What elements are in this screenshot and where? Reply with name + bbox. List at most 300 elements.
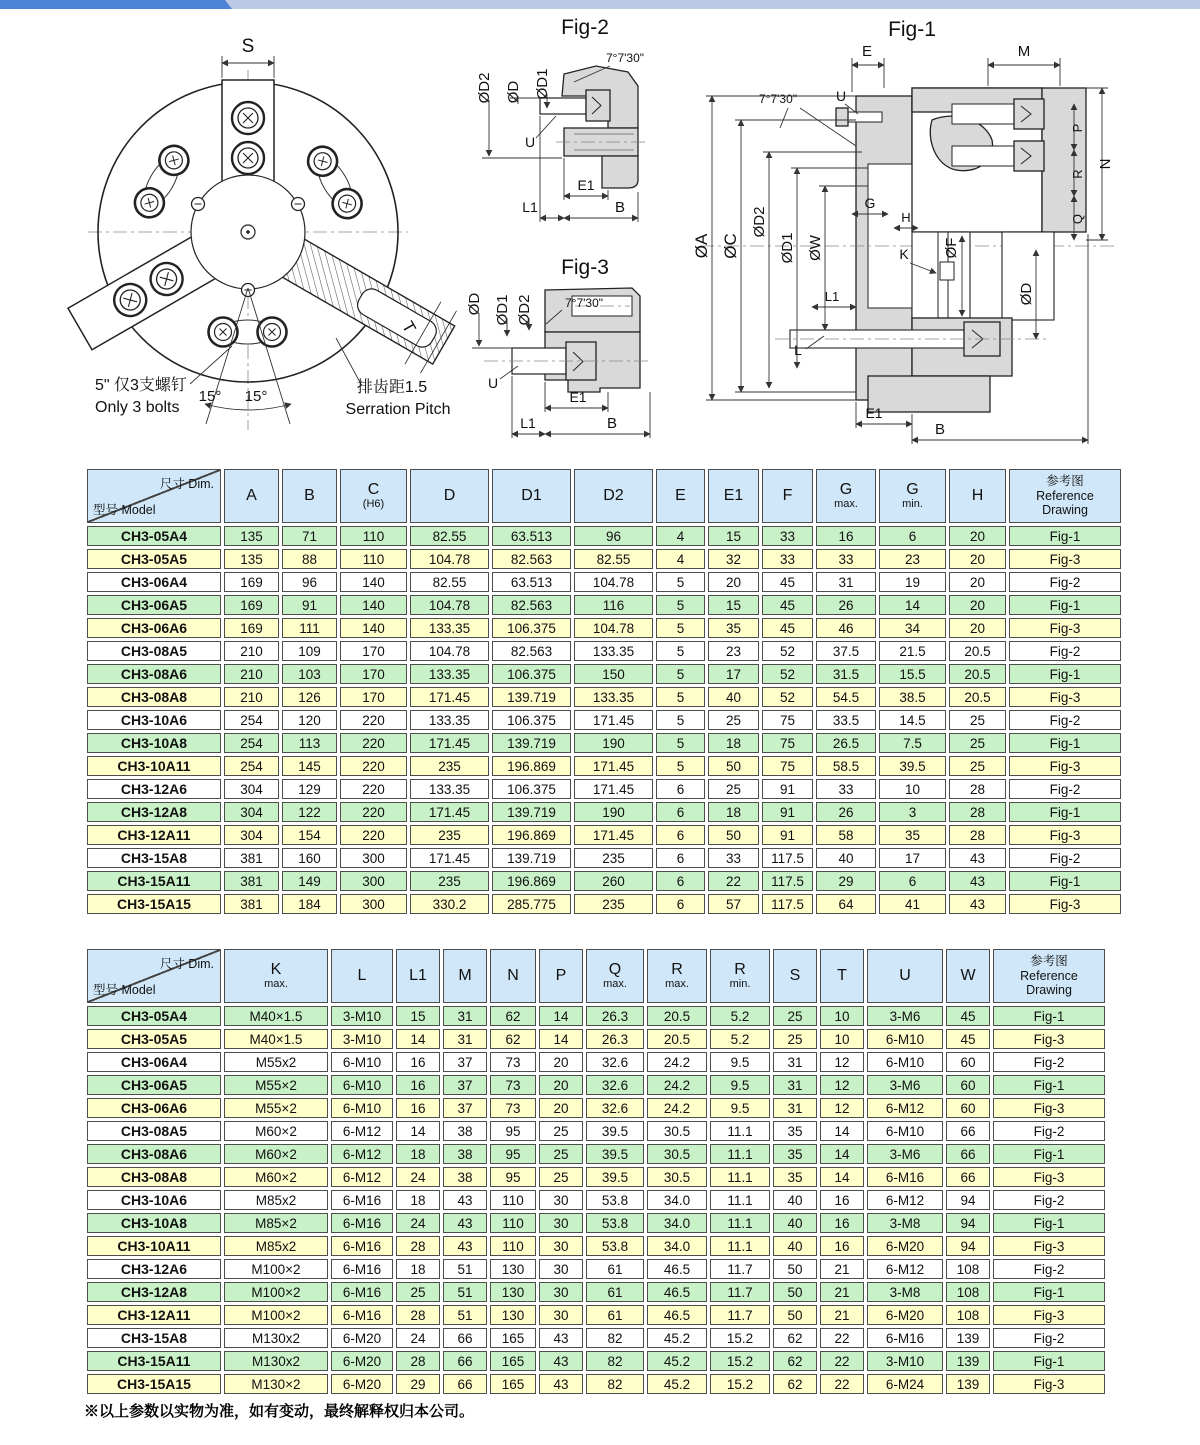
value-cell: 19 — [879, 572, 946, 592]
value-cell: 20 — [708, 572, 759, 592]
value-cell: 34.0 — [647, 1236, 707, 1256]
fig3-d-label: ØD — [466, 292, 483, 316]
value-cell: 38 — [443, 1167, 487, 1187]
value-cell: 50 — [773, 1259, 817, 1279]
value-cell: 160 — [282, 848, 337, 868]
value-cell: 130 — [490, 1305, 536, 1325]
value-cell: 31 — [773, 1075, 817, 1095]
value-cell: 11.1 — [710, 1190, 770, 1210]
value-cell: 6-M12 — [331, 1144, 393, 1164]
column-header-main: T — [837, 966, 847, 984]
value-cell: 6-M24 — [867, 1374, 943, 1394]
model-cell: CH3-15A11 — [87, 1351, 221, 1371]
value-cell: 9.5 — [710, 1075, 770, 1095]
value-cell: 37.5 — [816, 641, 876, 661]
model-cell: CH3-06A4 — [87, 572, 221, 592]
value-cell: 40 — [816, 848, 876, 868]
value-cell: 22 — [708, 871, 759, 891]
value-cell: 35 — [773, 1167, 817, 1187]
value-cell: 40 — [708, 687, 759, 707]
column-header-cell — [410, 469, 489, 523]
value-cell: 46.5 — [647, 1305, 707, 1325]
fig2-l1-label: L1 — [522, 199, 538, 215]
value-cell: 43 — [539, 1374, 583, 1394]
value-cell: 139 — [946, 1351, 990, 1371]
table-row — [87, 1259, 1105, 1279]
value-cell: 33.5 — [816, 710, 876, 730]
value-cell: 260 — [574, 871, 653, 891]
reference-fig-cell: Fig-2 — [993, 1121, 1105, 1141]
fig2-b-label: B — [614, 199, 626, 216]
column-header-main: N — [507, 966, 519, 984]
value-cell: 154 — [282, 825, 337, 845]
value-cell: 30.5 — [647, 1121, 707, 1141]
value-cell: 15 — [708, 595, 759, 615]
value-cell: 35 — [879, 825, 946, 845]
value-cell: 95 — [490, 1144, 536, 1164]
value-cell: 171.45 — [410, 733, 489, 753]
value-cell: 130 — [490, 1282, 536, 1302]
value-cell: 171.45 — [410, 802, 489, 822]
reference-fig-cell: Fig-3 — [1009, 618, 1121, 638]
value-cell: 75 — [762, 710, 813, 730]
value-cell: M55×2 — [224, 1075, 328, 1095]
value-cell: 32.6 — [586, 1075, 644, 1095]
model-cell: CH3-10A6 — [87, 1190, 221, 1210]
value-cell: 6-M16 — [331, 1190, 393, 1210]
value-cell: 6-M10 — [867, 1029, 943, 1049]
value-cell: 6 — [879, 871, 946, 891]
value-cell: 12 — [820, 1075, 864, 1095]
column-header-main: L — [357, 966, 367, 984]
reference-fig-cell: Fig-1 — [993, 1075, 1105, 1095]
value-cell: 30 — [539, 1305, 583, 1325]
reference-fig-cell: Fig-1 — [993, 1351, 1105, 1371]
value-cell: 82.563 — [492, 641, 571, 661]
value-cell: M60×2 — [224, 1121, 328, 1141]
value-cell: 150 — [574, 664, 653, 684]
reference-fig-cell: Fig-3 — [1009, 756, 1121, 776]
value-cell: 14 — [396, 1121, 440, 1141]
column-header-cell — [574, 469, 653, 523]
column-header-cell — [586, 949, 644, 1003]
value-cell: 43 — [949, 871, 1006, 891]
value-cell: 91 — [282, 595, 337, 615]
value-cell: 149 — [282, 871, 337, 891]
value-cell: 26 — [816, 595, 876, 615]
value-cell: M40×1.5 — [224, 1006, 328, 1026]
value-cell: 38.5 — [879, 687, 946, 707]
value-cell: 39.5 — [586, 1144, 644, 1164]
fig1-m-label: M — [1017, 43, 1031, 60]
value-cell: 140 — [340, 618, 407, 638]
value-cell: 66 — [946, 1144, 990, 1164]
column-header-cell — [490, 949, 536, 1003]
value-cell: 25 — [773, 1006, 817, 1026]
value-cell: 20.5 — [949, 664, 1006, 684]
value-cell: 171.45 — [574, 825, 653, 845]
value-cell: 220 — [340, 733, 407, 753]
reference-drawing-header-cell — [1009, 469, 1121, 523]
value-cell: 24.2 — [647, 1075, 707, 1095]
reference-fig-cell: Fig-1 — [993, 1282, 1105, 1302]
model-cell: CH3-10A8 — [87, 733, 221, 753]
value-cell: 106.375 — [492, 710, 571, 730]
value-cell: 10 — [820, 1006, 864, 1026]
value-cell: 6-M12 — [331, 1167, 393, 1187]
value-cell: 26.5 — [816, 733, 876, 753]
fig3-drawing — [466, 256, 652, 438]
value-cell: 28 — [949, 779, 1006, 799]
value-cell: 145 — [282, 756, 337, 776]
column-header-main: E1 — [723, 486, 744, 504]
value-cell: 43 — [539, 1351, 583, 1371]
value-cell: M100×2 — [224, 1282, 328, 1302]
value-cell: 25 — [539, 1121, 583, 1141]
table-row — [87, 549, 1121, 569]
value-cell: 11.1 — [710, 1167, 770, 1187]
value-cell: 110 — [490, 1236, 536, 1256]
value-cell: 30 — [539, 1259, 583, 1279]
value-cell: M100×2 — [224, 1305, 328, 1325]
angle-label-right: 15° — [244, 388, 268, 405]
reference-fig-cell: Fig-2 — [993, 1328, 1105, 1348]
fig1-e-label: E — [861, 43, 873, 60]
value-cell: 165 — [490, 1351, 536, 1371]
fig1-f-label: ØF — [943, 237, 960, 259]
value-cell: 14 — [879, 595, 946, 615]
value-cell: 196.869 — [492, 825, 571, 845]
value-cell: M85×2 — [224, 1213, 328, 1233]
value-cell: 18 — [396, 1144, 440, 1164]
column-header-cell — [492, 469, 571, 523]
value-cell: 39.5 — [879, 756, 946, 776]
value-cell: 108 — [946, 1305, 990, 1325]
value-cell: 235 — [410, 871, 489, 891]
value-cell: M85x2 — [224, 1190, 328, 1210]
value-cell: 139.719 — [492, 802, 571, 822]
column-header-cell — [946, 949, 990, 1003]
value-cell: 6-M12 — [867, 1098, 943, 1118]
value-cell: 25 — [708, 779, 759, 799]
value-cell: 6-M12 — [867, 1190, 943, 1210]
value-cell: 6-M16 — [331, 1236, 393, 1256]
value-cell: 7.5 — [879, 733, 946, 753]
table-row — [87, 1144, 1105, 1164]
value-cell: 6 — [656, 825, 705, 845]
column-header-sub: (H6) — [362, 497, 385, 510]
value-cell: 4 — [656, 526, 705, 546]
table-row — [87, 664, 1121, 684]
value-cell: 53.8 — [586, 1236, 644, 1256]
value-cell: 6-M12 — [867, 1259, 943, 1279]
value-cell: 220 — [340, 825, 407, 845]
value-cell: 11.7 — [710, 1259, 770, 1279]
value-cell: 4 — [656, 549, 705, 569]
value-cell: 31 — [773, 1098, 817, 1118]
value-cell: 235 — [410, 825, 489, 845]
value-cell: 23 — [879, 549, 946, 569]
value-cell: 300 — [340, 871, 407, 891]
value-cell: M55x2 — [224, 1052, 328, 1072]
value-cell: 6-M10 — [331, 1075, 393, 1095]
value-cell: 34.0 — [647, 1213, 707, 1233]
value-cell: 5 — [656, 595, 705, 615]
value-cell: 35 — [773, 1144, 817, 1164]
model-cell: CH3-10A11 — [87, 756, 221, 776]
value-cell: 30 — [539, 1236, 583, 1256]
value-cell: 45 — [946, 1006, 990, 1026]
table-row — [87, 595, 1121, 615]
model-cell: CH3-05A5 — [87, 1029, 221, 1049]
value-cell: 6-M20 — [331, 1351, 393, 1371]
fig1-q-label: Q — [1070, 213, 1085, 225]
value-cell: 31 — [443, 1029, 487, 1049]
column-header-cell — [949, 469, 1006, 523]
value-cell: 30 — [539, 1213, 583, 1233]
value-cell: 330.2 — [410, 894, 489, 914]
model-cell: CH3-10A6 — [87, 710, 221, 730]
value-cell: 210 — [224, 664, 279, 684]
value-cell: 14 — [539, 1006, 583, 1026]
column-header-cell — [816, 469, 876, 523]
angle-label-left: 15° — [198, 388, 222, 405]
value-cell: 28 — [396, 1236, 440, 1256]
fig2-e1-label: E1 — [577, 177, 595, 193]
value-cell: 116 — [574, 595, 653, 615]
value-cell: 11.7 — [710, 1305, 770, 1325]
reference-fig-cell: Fig-2 — [1009, 779, 1121, 799]
model-cell: CH3-12A11 — [87, 1305, 221, 1325]
value-cell: 66 — [946, 1167, 990, 1187]
value-cell: 15.5 — [879, 664, 946, 684]
value-cell: 21 — [820, 1305, 864, 1325]
value-cell: 6 — [656, 848, 705, 868]
value-cell: 139.719 — [492, 687, 571, 707]
value-cell: 95 — [490, 1121, 536, 1141]
value-cell: 140 — [340, 572, 407, 592]
fig1-u-label: U — [836, 88, 847, 104]
value-cell: 25 — [539, 1144, 583, 1164]
value-cell: 3 — [879, 802, 946, 822]
fig1-d-label: ØD — [1018, 282, 1035, 306]
value-cell: 73 — [490, 1075, 536, 1095]
value-cell: 5 — [656, 756, 705, 776]
value-cell: 300 — [340, 894, 407, 914]
value-cell: 25 — [396, 1282, 440, 1302]
bolts-note-en: Only 3 bolts — [95, 399, 180, 416]
value-cell: 6-M10 — [867, 1121, 943, 1141]
fig3-title: Fig-3 — [561, 256, 609, 279]
value-cell: 24 — [396, 1167, 440, 1187]
value-cell: 24 — [396, 1213, 440, 1233]
corner-dim-label: 尺寸 Dim. — [159, 477, 214, 491]
value-cell: 17 — [708, 664, 759, 684]
value-cell: 16 — [396, 1098, 440, 1118]
value-cell: 60 — [946, 1098, 990, 1118]
dimensions-table-2 — [84, 946, 1108, 1397]
value-cell: 10 — [879, 779, 946, 799]
value-cell: 3-M6 — [867, 1075, 943, 1095]
value-cell: 110 — [490, 1190, 536, 1210]
value-cell: 30.5 — [647, 1167, 707, 1187]
value-cell: 6 — [656, 802, 705, 822]
value-cell: 88 — [282, 549, 337, 569]
value-cell: 15.2 — [710, 1328, 770, 1348]
fig1-w-label: ØW — [807, 235, 824, 261]
value-cell: M85x2 — [224, 1236, 328, 1256]
value-cell: 22 — [820, 1351, 864, 1371]
table-row — [87, 1305, 1105, 1325]
value-cell: 139 — [946, 1328, 990, 1348]
value-cell: 91 — [762, 802, 813, 822]
reference-header-line: Drawing — [1042, 503, 1088, 518]
reference-fig-cell: Fig-3 — [993, 1098, 1105, 1118]
value-cell: 190 — [574, 802, 653, 822]
value-cell: 111 — [282, 618, 337, 638]
value-cell: 3-M10 — [331, 1029, 393, 1049]
bolts-note-cn: 5" 仅3支螺钉 — [95, 377, 187, 394]
value-cell: 38 — [443, 1121, 487, 1141]
value-cell: 5 — [656, 664, 705, 684]
value-cell: 29 — [396, 1374, 440, 1394]
value-cell: 117.5 — [762, 871, 813, 891]
value-cell: 91 — [762, 825, 813, 845]
value-cell: 20 — [949, 526, 1006, 546]
value-cell: 18 — [396, 1259, 440, 1279]
value-cell: 33 — [708, 848, 759, 868]
value-cell: 82 — [586, 1374, 644, 1394]
table-row — [87, 756, 1121, 776]
value-cell: 170 — [340, 641, 407, 661]
reference-fig-cell: Fig-2 — [1009, 572, 1121, 592]
column-header-sub: max. — [834, 497, 858, 510]
value-cell: 40 — [773, 1236, 817, 1256]
value-cell: 304 — [224, 802, 279, 822]
value-cell: 15 — [396, 1006, 440, 1026]
model-cell: CH3-15A11 — [87, 871, 221, 891]
corner-model-label: 型号 Model — [93, 983, 156, 997]
reference-fig-cell: Fig-3 — [993, 1374, 1105, 1394]
value-cell: 104.78 — [574, 572, 653, 592]
value-cell: M100×2 — [224, 1259, 328, 1279]
fig2-u-label: U — [525, 134, 536, 150]
fig2-drawing — [476, 16, 648, 222]
value-cell: 6-M20 — [867, 1305, 943, 1325]
reference-fig-cell: Fig-1 — [993, 1213, 1105, 1233]
value-cell: 139.719 — [492, 848, 571, 868]
value-cell: 184 — [282, 894, 337, 914]
value-cell: 20.5 — [949, 641, 1006, 661]
value-cell: 45 — [762, 595, 813, 615]
column-header-cell — [879, 469, 946, 523]
fig1-g-label: G — [864, 195, 876, 211]
table-row — [87, 1029, 1105, 1049]
value-cell: 20 — [539, 1075, 583, 1095]
value-cell: 3-M8 — [867, 1213, 943, 1233]
front-view-drawing — [68, 36, 462, 430]
reference-fig-cell: Fig-1 — [993, 1006, 1105, 1026]
reference-fig-cell: Fig-3 — [1009, 687, 1121, 707]
value-cell: 135 — [224, 549, 279, 569]
fig1-k-label: K — [899, 246, 909, 262]
value-cell: 64 — [816, 894, 876, 914]
value-cell: 190 — [574, 733, 653, 753]
value-cell: 171.45 — [574, 779, 653, 799]
value-cell: 381 — [224, 894, 279, 914]
value-cell: 63.513 — [492, 526, 571, 546]
model-cell: CH3-06A6 — [87, 1098, 221, 1118]
value-cell: 20.5 — [647, 1029, 707, 1049]
value-cell: 6-M20 — [331, 1328, 393, 1348]
model-cell: CH3-10A11 — [87, 1236, 221, 1256]
fig1-e1-label: E1 — [865, 405, 883, 421]
value-cell: 61 — [586, 1305, 644, 1325]
value-cell: 285.775 — [492, 894, 571, 914]
value-cell: 25 — [773, 1029, 817, 1049]
value-cell: 31.5 — [816, 664, 876, 684]
value-cell: 171.45 — [574, 756, 653, 776]
value-cell: 129 — [282, 779, 337, 799]
value-cell: 30.5 — [647, 1144, 707, 1164]
serration-note-en: Serration Pitch — [345, 401, 451, 418]
table-row — [87, 641, 1121, 661]
value-cell: 24.2 — [647, 1098, 707, 1118]
value-cell: 28 — [396, 1305, 440, 1325]
value-cell: 5 — [656, 572, 705, 592]
value-cell: 62 — [490, 1006, 536, 1026]
value-cell: 52 — [762, 664, 813, 684]
value-cell: 304 — [224, 779, 279, 799]
value-cell: 220 — [340, 779, 407, 799]
fig3-e1-label: E1 — [569, 389, 587, 405]
table-row — [87, 1006, 1105, 1026]
value-cell: 31 — [773, 1052, 817, 1072]
table-row — [87, 1121, 1105, 1141]
value-cell: 60 — [946, 1075, 990, 1095]
model-cell: CH3-12A8 — [87, 802, 221, 822]
column-header-main: D — [443, 486, 456, 504]
reference-header-line: 参考图 — [1046, 473, 1084, 488]
fig1-angle-label: 7°7'30" — [758, 92, 798, 106]
value-cell: 62 — [773, 1374, 817, 1394]
column-header-main: L1 — [409, 966, 427, 984]
value-cell: 122 — [282, 802, 337, 822]
value-cell: 95 — [490, 1167, 536, 1187]
value-cell: 61 — [586, 1259, 644, 1279]
reference-fig-cell: Fig-1 — [1009, 664, 1121, 684]
value-cell: 5 — [656, 641, 705, 661]
value-cell: M130×2 — [224, 1374, 328, 1394]
column-header-main: H — [971, 486, 984, 504]
value-cell: 66 — [443, 1351, 487, 1371]
value-cell: 6-M16 — [867, 1328, 943, 1348]
model-cell: CH3-06A5 — [87, 595, 221, 615]
value-cell: 63.513 — [492, 572, 571, 592]
reference-fig-cell: Fig-2 — [1009, 848, 1121, 868]
column-header-cell — [647, 949, 707, 1003]
column-header-cell — [773, 949, 817, 1003]
model-cell: CH3-06A6 — [87, 618, 221, 638]
value-cell: 169 — [224, 595, 279, 615]
value-cell: 6-M20 — [331, 1374, 393, 1394]
value-cell: 82.563 — [492, 595, 571, 615]
table-row — [87, 1213, 1105, 1233]
value-cell: 50 — [773, 1282, 817, 1302]
model-cell: CH3-08A6 — [87, 664, 221, 684]
value-cell: 60 — [946, 1052, 990, 1072]
column-header-main: C — [367, 481, 380, 499]
